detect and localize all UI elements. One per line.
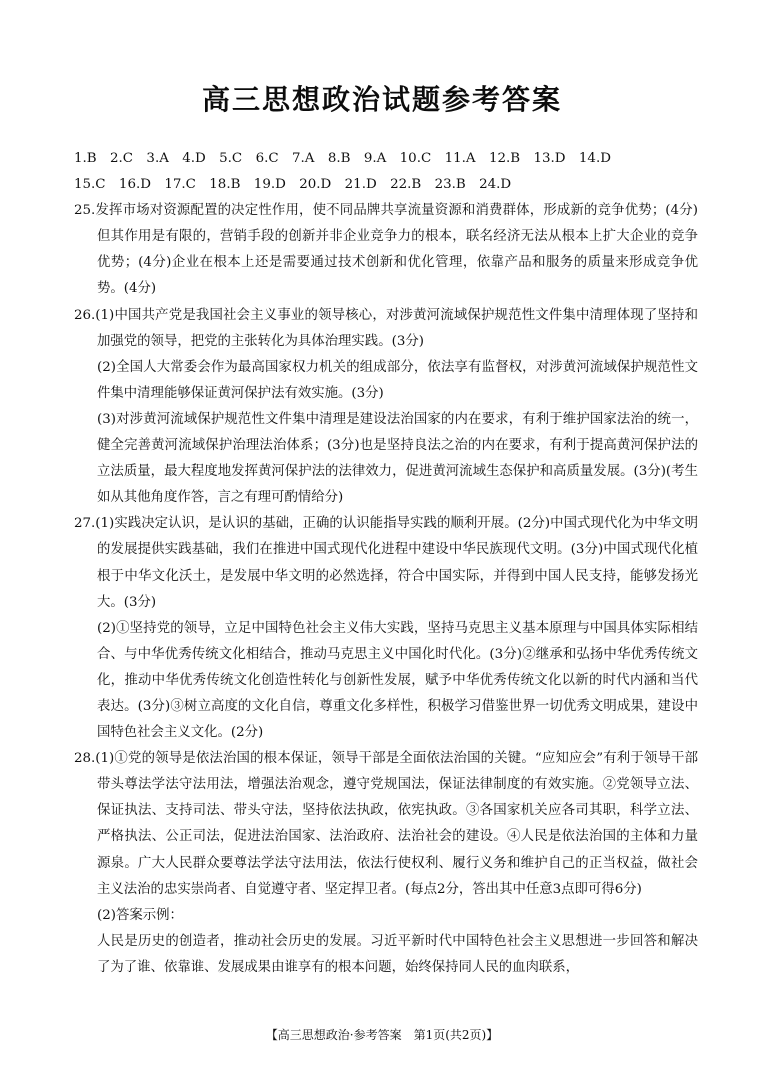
question-28-part-1: 28.(1)①党的领导是依法治国的根本保证，领导干部是全面依法治国的关键。“应知应会”有利于领导干部带头尊法学法守法用法，增强法治观念，遵守党规国法，保证法律制度的有效实施。②党领导立法、保证执法、支持司法、带头守法，坚持依法执政，依宪执政。③各国家机关应各司其职，科学立法、严格执法、公正司法，促进法治国家、法治政府、法治社会的建设。④人民是依法治国的主体和力量源泉。广大人民群众要尊法学法守法用法，依法行使权利、履行义务和维护自己的正当权益，做社会主义法治的忠实崇尚者、自觉遵守者、坚定捍卫者。(每点2分，答出其中任意3点即可得6分) — [74, 751, 698, 897]
question-28-part-2-answer: 人民是历史的创造者，推动社会历史的发展。习近平新时代中国特色社会主义思想进一步回答和解决了为了谁、依靠谁、发展成果由谁享有的根本问题，始终保持同人民的血肉联系， — [97, 933, 698, 975]
answers-line-2: 15.C 16.D 17.C 18.B 19.D 20.D 21.D 22.B 23.B 24.D — [74, 177, 512, 193]
question-26-part-3: (3)对涉黄河流域保护规范性文件集中清理是建设法治国家的内在要求，有利于维护国家法治的统一，健全完善黄河流域保护治理法治体系；(3分)也是坚持良法之治的内在要求，有利于提高黄河保护法的立法质量，最大程度地发挥黄河保护法的法律效力，促进黄河流域生态保护和高质量发展。(3分)(考生如从其他角度作答，言之有理可酌情给分) — [97, 411, 698, 506]
question-26-part-1: 26.(1)中国共产党是我国社会主义事业的领导核心，对涉黄河流域保护规范性文件集中清理体现了坚持和加强党的领导，把党的主张转化为具体治理实践。(3分) — [74, 307, 698, 349]
question-28-part-2-heading: (2)答案示例： — [97, 907, 183, 923]
multiple-choice-answers — [74, 146, 698, 198]
page-title: 高三思想政治试题参考答案 — [201, 83, 562, 116]
question-27-part-1: 27.(1)实践决定认识，是认识的基础，正确的认识能指导实践的顺利开展。(2分)中国式现代化为中华文明的发展提供实践基础，我们在推进中国式现代化进程中建设中华民族现代文明。(3分)中国式现代化植根于中华文化沃土，是发展中华文明的必然选择，符合中国实际，并得到中国人民支持，能够发扬光大。(3分) — [74, 516, 698, 610]
question-26-part-2: (2)全国人大常委会作为最高国家权力机关的组成部分，依法享有监督权，对涉黄河流域保护规范性文件集中清理能够保证黄河保护法有效实施。(3分) — [97, 359, 698, 401]
answer-content — [74, 146, 698, 981]
question-27-part-2: (2)①坚持党的领导，立足中国特色社会主义伟大实践，坚持马克思主义基本原理与中国具体实际相结合、与中华优秀传统文化相结合，推动马克思主义中国化时代化。(3分)②继承和弘扬中华优秀传统文化，推动中华优秀传统文化创造性转化与创新性发展，赋予中华优秀传统文化以新的时代内涵和当代表达。(3分)③树立高度的文化自信，尊重文化多样性，积极学习借鉴世界一切优秀文明成果，建设中国特色社会主义文化。(2分) — [97, 620, 698, 741]
question-25-answer: 25.发挥市场对资源配置的决定性作用，使不同品牌共享流量资源和消费群体，形成新的竞争优势；(4分)但其作用是有限的，营销手段的创新并非企业竞争力的根本，联名经济无法从根本上扩大企业的竞争优势；(4分)企业在根本上还是需要通过技术创新和优化管理，依靠产品和服务的质量来形成竞争优势。(4分) — [74, 203, 698, 297]
answers-line-1: 1.B 2.C 3.A 4.D 5.C 6.C 7.A 8.B 9.A 10.C 11.A 12.B 13.D 14.D — [74, 151, 611, 166]
page-footer: 【高三思想政治·参考答案 第1页(共2页)】 — [265, 1028, 499, 1042]
